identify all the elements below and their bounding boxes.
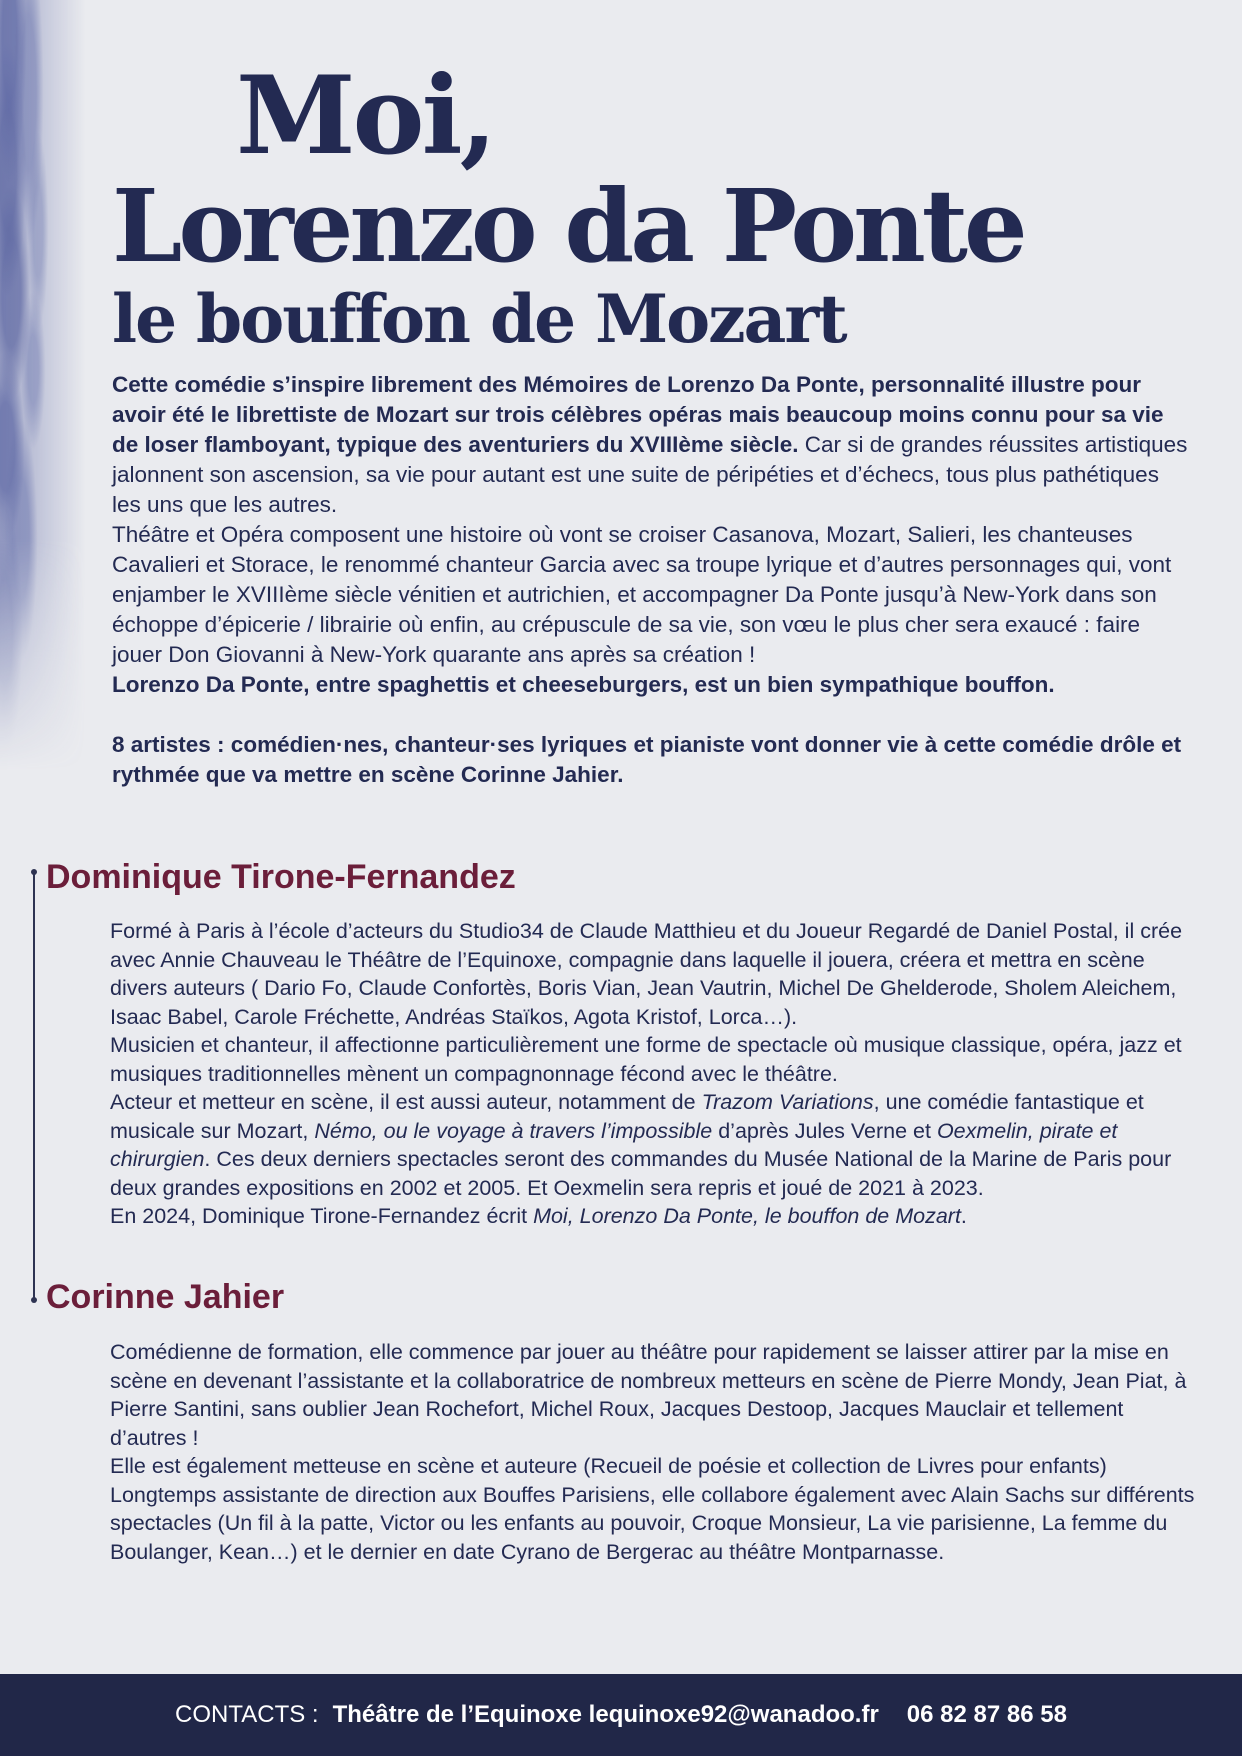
contacts-org: Théâtre de l’Equinoxe [332, 1701, 582, 1728]
work-title: Oexmelin, pirate et chirurgien [110, 1118, 1118, 1171]
intro-paragraph-2: Théâtre et Opéra composent une histoire où vont se croiser Casanova, Mozart, Salieri, les chanteuses Cavalieri et Storace, le renommé chanteur Garcia avec sa troupe lyrique et d’autres personnages qui, vont enjamber le XVIIIème siècle vénitien et autrichien, et accompagner Da Ponte jusqu’à New-York dans son échoppe d’épicerie / librairie où enfin, au crépuscule de sa vie, son vœu le plus cher sera exaucé : faire jouer Don Giovanni à New-York quarante ans après sa création ! [112, 522, 1172, 667]
contacts-phone[interactable]: 06 82 87 86 58 [906, 1701, 1067, 1728]
contacts-footer [0, 1674, 1242, 1756]
intro-paragraph-1 [112, 370, 1192, 520]
bio-corinne-p3: Longtemps assistante de direction aux Bouffes Parisiens, elle collabore également avec Alain Sachs sur différents spectacles (Un fil à la patte, Victor ou les enfants au pouvoir, Croque Monsieur, La vie parisienne, La femme du Boulanger, Kean…) et le dernier en date Cyrano de Bergerac au théâtre Montparnasse. [110, 1482, 1195, 1564]
intro-lead-rest: Car si de grandes réussites artistiques jalonnent son ascension, sa vie pour autant est une suite de péripéties et d’échecs, tous plus pathétiques les uns que les autres. [112, 432, 1188, 517]
bio-corinne-p2: Elle est également metteuse en scène et auteure (Recueil de poésie et collection de Livres pour enfants) [110, 1454, 1107, 1478]
bio-dominique [110, 917, 1195, 1231]
title-line-2: Lorenzo da Ponte [112, 167, 1024, 285]
bio-dominique-p3 [110, 1088, 1195, 1202]
brush-texture-decoration [0, 0, 95, 770]
intro-paragraph-4 [112, 730, 1192, 790]
person-name-dominique: Dominique Tirone-Fernandez [46, 858, 516, 896]
bio-dominique-p2: Musicien et chanteur, il affectionne particulièrement une forme de spectacle où musique classique, opéra, jazz et musiques traditionnelles mènent un compagnonnage fécond avec le théâtre. [110, 1033, 1182, 1086]
intro-paragraph-3 [112, 670, 1192, 700]
text-run: . Ces deux derniers spectacles seront des commandes du Musée National de la Marine de Paris pour deux grandes expositions en 2002 et 2005. Et Oexmelin sera repris et joué de 2021 à 2023. [110, 1147, 1172, 1200]
spacer [112, 700, 1192, 730]
contacts-email[interactable]: lequinoxe92@wanadoo.fr [588, 1701, 879, 1728]
text-run: En 2024, Dominique Tirone-Fernandez écrit [110, 1204, 534, 1228]
bio-dominique-p4 [110, 1202, 1195, 1231]
text-run: . [960, 1204, 967, 1228]
bio-dominique-p1: Formé à Paris à l’école d’acteurs du Studio34 de Claude Matthieu et du Joueur Regardé de Daniel Postal, il crée avec Annie Chauveau le Théâtre de l’Equinoxe, compagnie dans laquelle il jouera, créera et mettra en scène divers auteurs ( Dario Fo, Claude Confortès, Boris Vian, Jean Vautrin, Michel De Ghelderode, Sholem Aleichem, Isaac Babel, Carole Fréchette, Andréas Staïkos, Agota Kristof, Lorca…). [110, 919, 1183, 1029]
intro-cast-note: 8 artistes : comédien·nes, chanteur·ses lyriques et pianiste vont donner vie à cette comédie drôle et rythmée que va mettre en scène Corinne Jahier. [112, 732, 1182, 787]
text-run: , une comédie fantastique et musicale sur Mozart, [110, 1090, 1144, 1143]
intro-text [112, 370, 1192, 790]
work-title: Trazom Variations [701, 1090, 874, 1114]
intro-tagline: Lorenzo Da Ponte, entre spaghettis et cheeseburgers, est un bien sympathique bouffon. [112, 672, 1055, 697]
bio-corinne-p1: Comédienne de formation, elle commence par jouer au théâtre pour rapidement se laisser attirer par la mise en scène en devenant l’assistante et la collaboratrice de nombreux metteurs en scène de Pierre Mondy, Jean Piat, à Pierre Santini, sans oublier Jean Rochefort, Michel Roux, Jacques Destoop, Jacques Mauclair et tellement d’autres ! [110, 1340, 1187, 1450]
text-run: Acteur et metteur en scène, il est aussi auteur, notamment de [110, 1090, 702, 1114]
timeline-dot-bottom [31, 1297, 37, 1303]
title-line-1: Moi, [236, 53, 495, 179]
contacts-label: CONTACTS : [175, 1701, 319, 1728]
timeline-line [33, 872, 35, 1300]
work-title: Moi, Lorenzo Da Ponte, le bouffon de Mozart [533, 1204, 961, 1228]
title-block [112, 53, 1212, 358]
person-name-corinne: Corinne Jahier [46, 1278, 285, 1316]
intro-bold-lead: Cette comédie s’inspire librement des Mémoires de Lorenzo Da Ponte, personnalité illustre pour avoir été le librettiste de Mozart sur trois célèbres opéras mais beaucoup moins connu pour sa vie de loser flamboyant, typique des aventuriers du XVIIIème siècle. [112, 372, 1164, 457]
work-title: Némo, ou le voyage à travers l’impossible [314, 1118, 713, 1143]
timeline-dot-top [31, 869, 37, 875]
text-run: d’après Jules Verne et [712, 1118, 937, 1143]
subtitle: le bouffon de Mozart [112, 280, 846, 358]
bio-corinne [110, 1338, 1195, 1566]
